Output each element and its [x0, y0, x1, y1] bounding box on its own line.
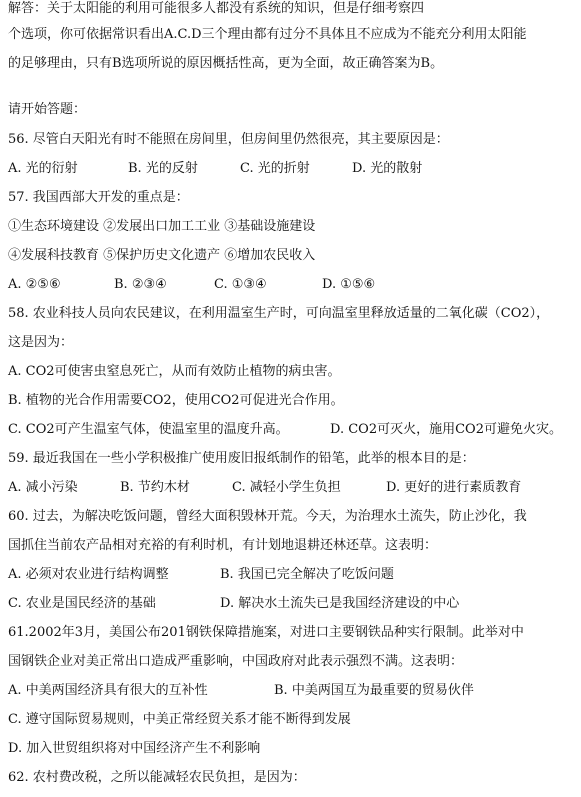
q59-stem: 59. 最近我国在一些小学积极推广使用废旧报纸制作的铅笔，此举的根本目的是：	[8, 451, 475, 466]
q58-stem-line-2: 这是因为：	[8, 335, 74, 350]
q61-option-b: B. 中美两国互为最重要的贸易伙伴	[274, 683, 474, 698]
q58-option-c: C. CO2可产生温室气体，使温室里的温度升高。	[8, 422, 289, 437]
q57-option-d: D. ①⑤⑥	[322, 277, 376, 292]
q56-option-d: D. 光的散射	[352, 161, 423, 176]
q61-option-a: A. 中美两国经济具有很大的互补性	[8, 683, 208, 698]
q56-stem: 56. 尽管白天阳光有时不能照在房间里，但房间里仍然很亮，其主要原因是：	[8, 132, 449, 147]
q57-items-line-1: ①生态环境建设 ②发展出口加工工业 ③基础设施建设	[8, 219, 316, 234]
q57-stem: 57. 我国西部大开发的重点是：	[8, 190, 189, 205]
q57-option-c: C. ①③④	[214, 277, 267, 292]
q61-option-d: D. 加入世贸组织将对中国经济产生不利影响	[8, 741, 261, 756]
q56-option-b: B. 光的反射	[128, 161, 198, 176]
explanation-line-3: 的足够理由，只有B选项所说的原因概括性高，更为全面，故正确答案为B。	[8, 56, 444, 71]
start-prompt: 请开始答题：	[8, 102, 87, 117]
q56-option-c: C. 光的折射	[240, 161, 310, 176]
q58-option-b: B. 植物的光合作用需要CO2，使用CO2可促进光合作用。	[8, 393, 344, 408]
explanation-line-2: 个选项，你可依据常识看出A.C.D三个理由都有过分不具体且不应成为不能充分利用太阳能	[8, 27, 527, 42]
q60-stem-line-1: 60. 过去，为解决吃饭问题，曾经大面积毁林开荒。今天，为治理水土流失，防止沙化，我	[8, 509, 527, 524]
q60-option-d: D. 解决水土流失已是我国经济建设的中心	[220, 596, 460, 611]
q59-option-b: B. 节约木材	[120, 480, 190, 495]
q58-stem-line-1: 58. 农业科技人员向农民建议，在利用温室生产时，可向温室里释放适量的二氧化碳（CO2），	[8, 306, 550, 321]
explanation-line-1: 解答：关于太阳能的利用可能很多人都没有系统的知识，但是仔细考察四	[8, 1, 425, 16]
q61-option-c: C. 遵守国际贸易规则，中美正常经贸关系才能不断得到发展	[8, 712, 351, 727]
q57-option-b: B. ②③④	[114, 277, 167, 292]
q57-option-a: A. ②⑤⑥	[8, 277, 61, 292]
q62-stem: 62. 农村费改税，之所以能减轻农民负担，是因为：	[8, 770, 306, 785]
q60-option-a: A. 必须对农业进行结构调整	[8, 567, 169, 582]
q57-items-line-2: ④发展科技教育 ⑤保护历史文化遗产 ⑥增加农民收入	[8, 248, 316, 263]
q59-option-d: D. 更好的进行素质教育	[386, 480, 522, 495]
q60-stem-line-2: 国抓住当前农产品相对充裕的有利时机，有计划地退耕还林还草。这表明：	[8, 538, 438, 553]
q60-option-c: C. 农业是国民经济的基础	[8, 596, 156, 611]
q58-option-d: D. CO2可灭火，施用CO2可避免火灾。	[330, 422, 562, 437]
q60-option-b: B. 我国已完全解决了吃饭问题	[220, 567, 394, 582]
q61-stem-line-1: 61.2002年3月，美国公布201钢铁保障措施案，对进口主要钢铁品种实行限制。此举对中	[8, 625, 524, 640]
q59-option-c: C. 减轻小学生负担	[232, 480, 341, 495]
q59-option-a: A. 减小污染	[8, 480, 78, 495]
q58-option-a: A. CO2可使害虫窒息死亡，从而有效防止植物的病虫害。	[8, 364, 341, 379]
q61-stem-line-2: 国钢铁企业对美正常出口造成严重影响，中国政府对此表示强烈不满。这表明：	[8, 654, 464, 669]
q56-option-a: A. 光的衍射	[8, 161, 78, 176]
